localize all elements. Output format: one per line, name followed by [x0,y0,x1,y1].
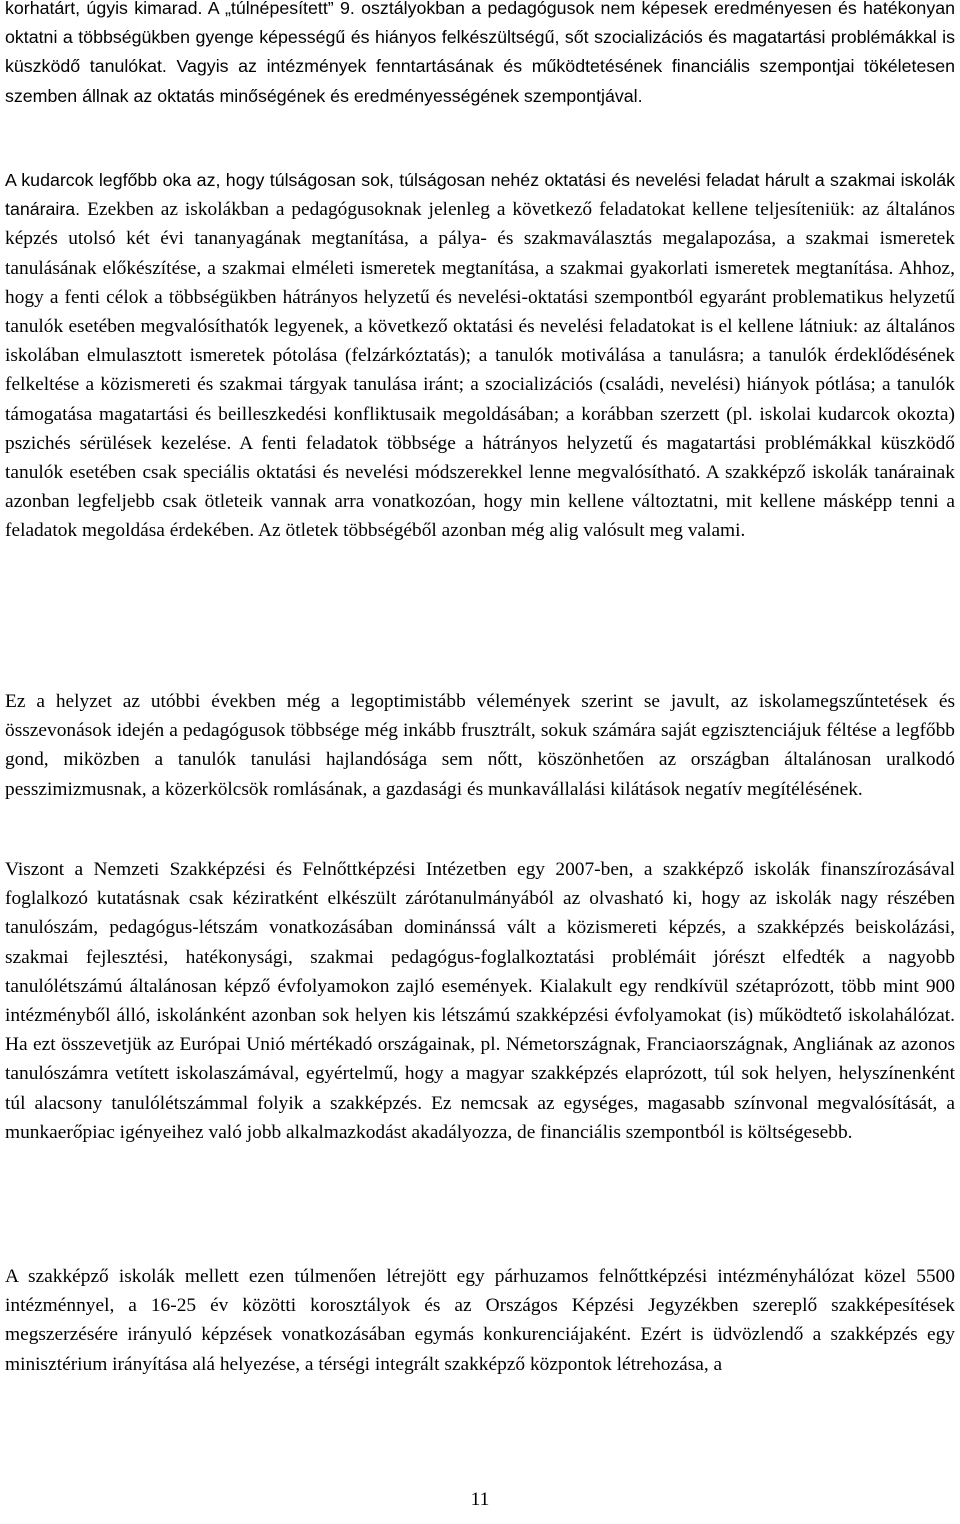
paragraph-3 [5,687,955,804]
paragraph-5-text: A szakképző iskolák mellett ezen túlmenően létrejött egy párhuzamos felnőttképzési intézményhálózat közel 5500 intézménnyel, a 16-25 év közötti korosztályok és az Országos Képzési Jegyzékben szereplő szakképesítések megszerzésére irányuló képzések vonatkozásában egymás konkurenciájaként. Ezért is üdvözlendő a szakképzés egy minisztérium irányítása alá helyezése, a térségi integrált szakképző központok létrehozása, a [5,1266,955,1375]
paragraph-1-text: korhatárt, úgyis kimarad. A „túlnépesített” 9. osztályokban a pedagógusok nem képesek eredményesen és hatékonyan oktatni a többségükben gyenge képességű és hiányos felkészültségű, sőt szocializációs és magatartási problémákkal is küszködő tanulókat. Vagyis az intézmények fenntartásának és működtetésének financiális szempontjai tökéletesen szemben állnak az oktatás minőségének és eredményességének szempontjával. [5,0,955,106]
paragraph-4 [5,855,955,1147]
paragraph-2-text: Ezekben az iskolákban a pedagógusoknak jelenleg a következő feladatokat kellene teljesíteniük: az általános képzés utolsó két évi tananyagának megtanítása, a pálya- és szakmaválasztás megalapozása, a szakmai ismeretek tanulásának előkészítése, a szakmai elméleti ismeretek megtanítása, a szakmai gyakorlati ismeretek megtanítása. Ahhoz, hogy a fenti célok a többségükben hátrányos helyzetű és nevelési-oktatási szempontból egyaránt problematikus helyzetű tanulók esetében megvalósíthatók legyenek, a következő oktatási és nevelési feladatokat is el kellene látniuk: az általános iskolában elmulasztott ismeretek pótolása (felzárkóztatás); a tanulók motiválása a tanulásra; a tanulók érdeklődésének felkeltése a közismereti és szakmai tárgyak tanulása iránt; a szocializációs (családi, nevelési) hiányok pótlása; a tanulók támogatása magatartási és beilleszkedési konfliktusaik megoldásában; a korábban szerzett (pl. iskolai kudarcok okozta) pszichés sérülések kezelése. A fenti feladatok többsége a hátrányos helyzetű és magatartási problémákkal küszködő tanulók esetében csak speciális oktatási és nevelési módszerekkel lenne megvalósítható. A szakképző iskolák tanárainak azonban legfeljebb csak ötleteik vannak arra vonatkozóan, hogy min kellene változtatni, mit kellene másképp tenni a feladatok megoldása érdekében. Az ötletek többségéből azonban még alig valósult meg valami. [5,199,955,542]
page-number: 11 [470,1489,490,1510]
paragraph-4-text: Viszont a Nemzeti Szakképzési és Felnőttképzési Intézetben egy 2007-ben, a szakképző iskolák finanszírozásával foglalkozó kutatásnak csak kéziratként elkészült zárótanulmányából az olvasható ki, hogy az iskolák nagy részében tanulószám, pedagógus-létszám vonatkozásában dominánssá vált a közismereti képzés, a szakképzés beiskolázási, szakmai fejlesztési, hatékonysági, szakmai pedagógus-foglalkoztatási problémáit jórészt elfedték a nagyobb tanulólétszámú általánosan képző évfolyamokon zajló események. Kialakult egy rendkívül szétaprózott, több mint 900 intézményből álló, iskolánként azonban sok helyen kis létszámú szakképzési évfolyamokat (is) működtető iskolahálózat. Ha ezt összevetjük az Európai Unió mértékadó országainak, pl. Németországnak, Franciaországnak, Angliának az azonos tanulószámra vetített iskolaszámával, egyértelmű, hogy a magyar szakképzés elaprózott, túl sok helyen, helyszínenként túl alacsony tanulólétszámmal folyik a szakképzés. Ez nemcsak az egységes, magasabb színvonal megvalósítását, a munkaerőpiac igényeihez való jobb alkalmazkodást akadályozza, de financiális szempontból is költségesebb. [5,859,955,1143]
paragraph-5 [5,1262,955,1379]
paragraph-2 [5,166,955,546]
paragraph-3-text: Ez a helyzet az utóbbi években még a legoptimistább vélemények szerint se javult, az iskolamegszűntetések és összevonások idején a pedagógusok többsége még inkább frusztrált, sokuk számára saját egzisztenciájuk féltése a legfőbb gond, miközben a tanulók tanulási hajlandósága sem nőtt, köszönhetően az országban általánosan uralkodó pesszimizmusnak, a közerkölcsök romlásának, a gazdasági és munkavállalási kilátások negatív megítélésének. [5,691,955,800]
paragraph-2-lead-text: A kudarcok legfőbb oka az, hogy túlságosan sok, túlságosan nehéz oktatási és nevelési feladat hárult a szakmai iskolák tanáraira. [5,170,955,220]
paragraph-1 [5,0,955,111]
